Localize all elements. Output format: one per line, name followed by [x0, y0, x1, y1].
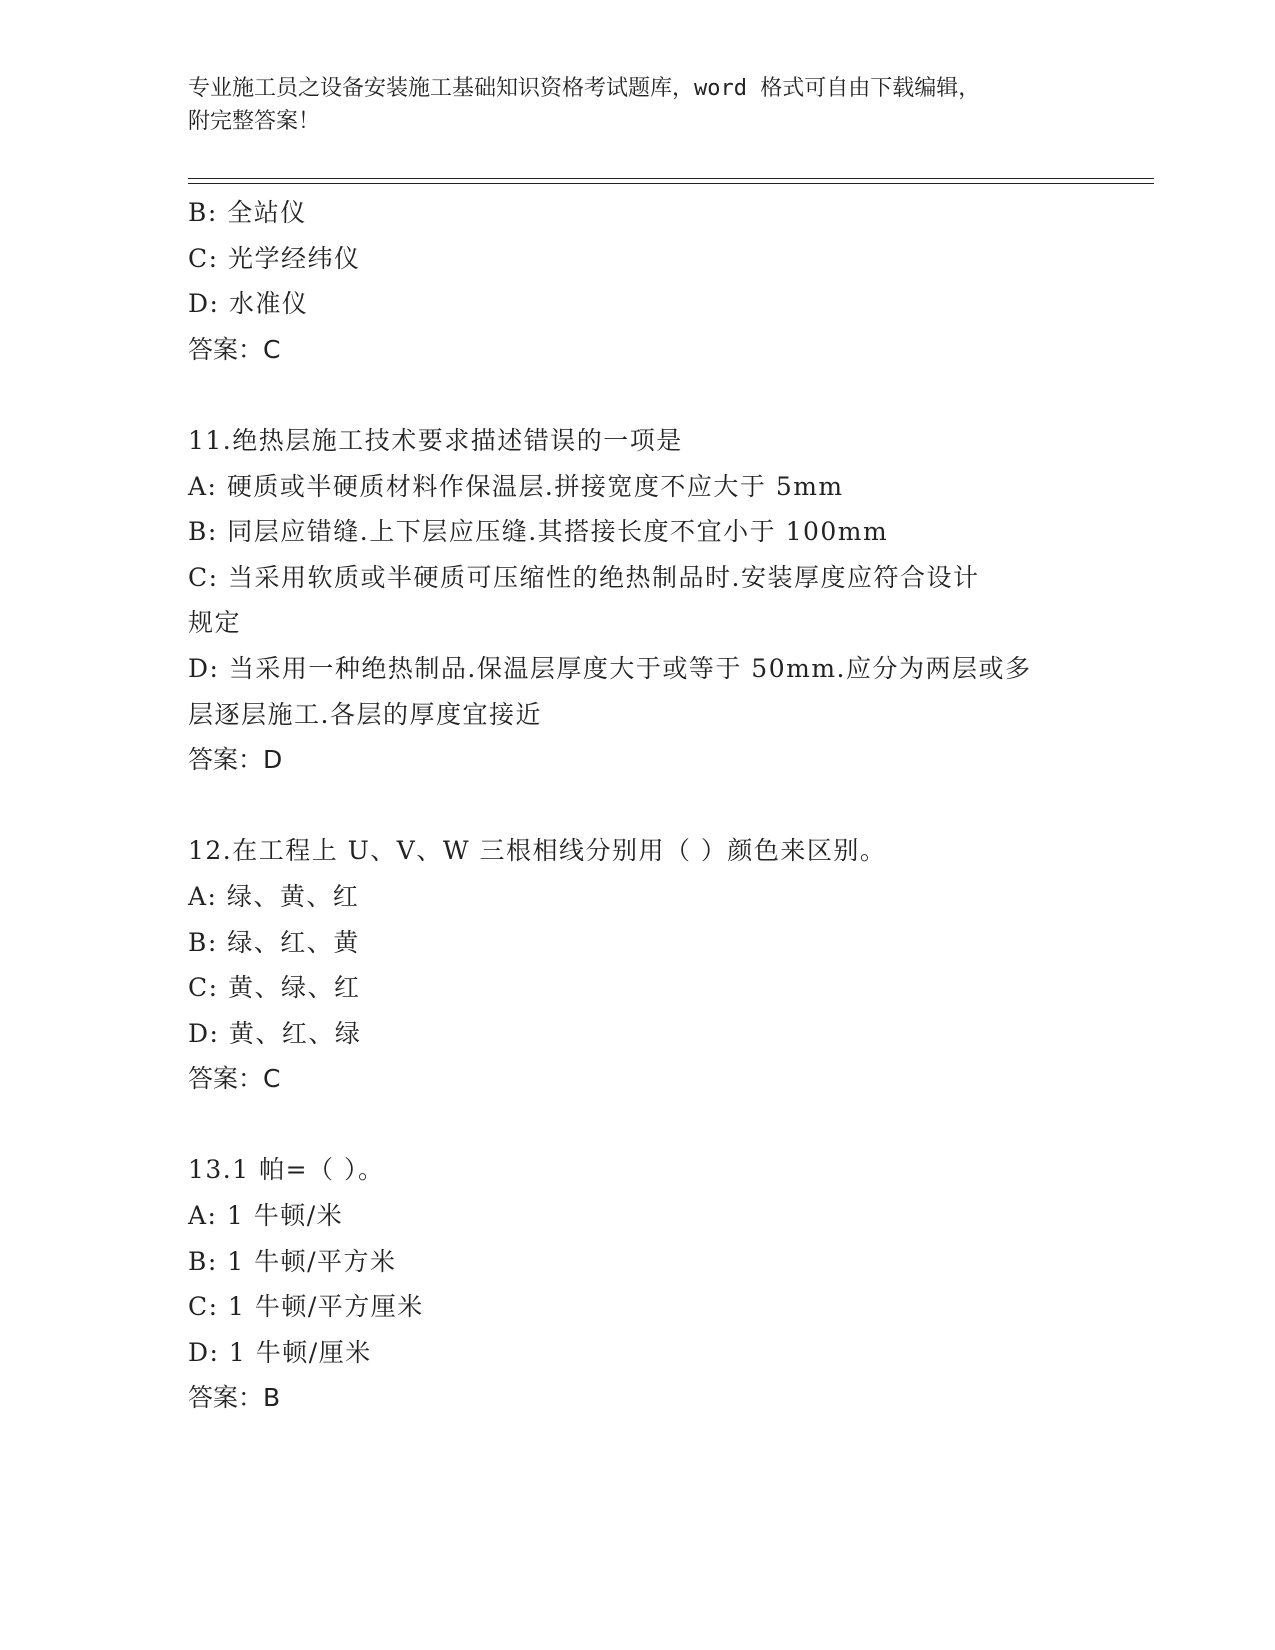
spacer — [188, 783, 1088, 829]
spacer — [188, 1102, 1088, 1148]
option-a: A: 硬质或半硬质材料作保温层.拼接宽度不应大于 5mm — [188, 471, 844, 501]
header-line-1: 专业施工员之设备安装施工基础知识资格考试题库，word 格式可自由下载编辑， — [188, 76, 981, 101]
question-13 — [188, 1147, 1088, 1421]
option-c: C: 光学经纬仪 — [188, 243, 361, 273]
option-c: C: 黄、绿、红 — [188, 973, 361, 1003]
header-line-2: 附完整答案！ — [188, 109, 321, 134]
option-d: D: 1 牛顿/厘米 — [188, 1337, 372, 1367]
answer: 答案：C — [188, 1064, 281, 1094]
question-text: 11.绝热层施工技术要求描述错误的一项是 — [188, 425, 683, 455]
option-a: A: 绿、黄、红 — [188, 881, 360, 911]
option-c-line-2: 规定 — [188, 608, 242, 638]
option-c-line-1: C: 当采用软质或半硬质可压缩性的绝热制品时.安装厚度应符合设计 — [188, 562, 980, 592]
document-header — [188, 72, 1068, 138]
question-text: 13.1 帕=（ ）。 — [188, 1155, 385, 1185]
option-d: D: 水准仪 — [188, 289, 309, 319]
option-d: D: 黄、红、绿 — [188, 1018, 362, 1048]
answer: 答案：C — [188, 334, 281, 364]
option-c: C: 1 牛顿/平方厘米 — [188, 1292, 424, 1322]
header-divider-top — [188, 178, 1154, 179]
question-10-continued — [188, 190, 1088, 372]
option-b: B: 绿、红、黄 — [188, 927, 360, 957]
option-b: B: 全站仪 — [188, 198, 307, 227]
option-a: A: 1 牛顿/米 — [188, 1201, 344, 1231]
spacer — [188, 372, 1088, 418]
question-11 — [188, 418, 1088, 783]
question-text: 12.在工程上 U、V、W 三根相线分别用（ ）颜色来区别。 — [188, 836, 887, 866]
answer: 答案：D — [188, 745, 283, 775]
option-d-line-2: 层逐层施工.各层的厚度宜接近 — [188, 699, 542, 729]
question-12 — [188, 828, 1088, 1102]
option-b: B: 1 牛顿/平方米 — [188, 1246, 397, 1276]
option-b: B: 同层应错缝.上下层应压缝.其搭接长度不宜小于 100mm — [188, 517, 889, 547]
answer: 答案：B — [188, 1383, 281, 1413]
question-list — [188, 190, 1088, 1421]
option-d-line-1: D: 当采用一种绝热制品.保温层厚度大于或等于 50mm.应分为两层或多 — [188, 653, 1032, 683]
header-divider-bottom — [188, 183, 1154, 184]
